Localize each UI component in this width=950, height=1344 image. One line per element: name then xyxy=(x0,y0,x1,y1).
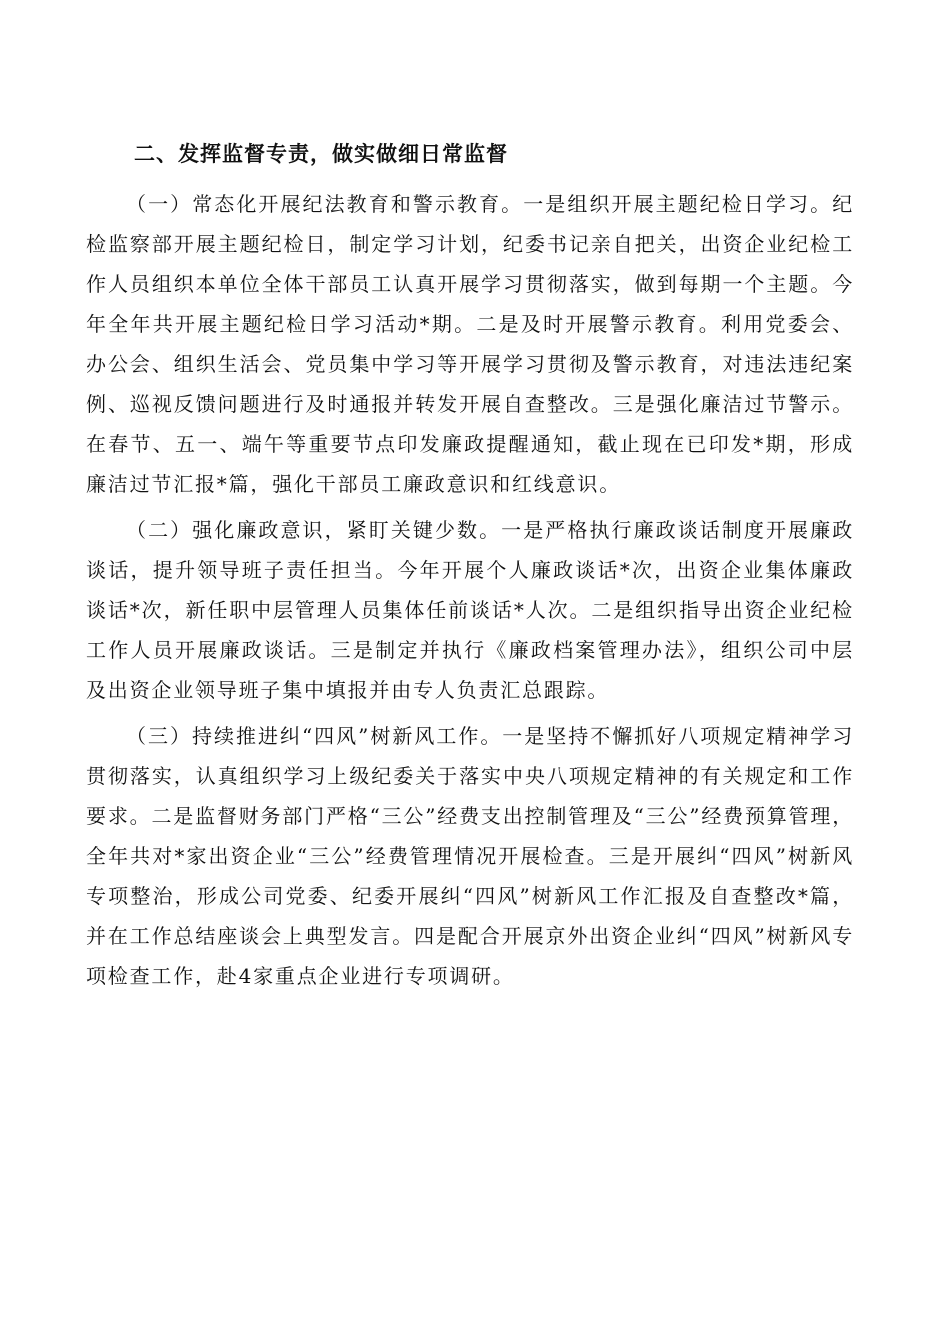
document-body xyxy=(86,134,854,996)
section-heading: 二、发挥监督专责，做实做细日常监督 xyxy=(134,141,508,166)
paragraph-integrity-talks: （二）强化廉政意识，紧盯关键少数。一是严格执行廉政谈话制度开展廉政谈话，提升领导班子责任担当。今年开展个人廉政谈话*次，出资企业集体廉政谈话*次，新任职中层管理人员集体任前谈话*人次。二是组织指导出资企业纪检工作人员开展廉政谈话。三是制定并执行《廉政档案管理办法》，组织公司中层及出资企业领导班子集中填报并由专人负责汇总跟踪。 xyxy=(86,518,854,702)
paragraph-education: （一）常态化开展纪法教育和警示教育。一是组织开展主题纪检日学习。纪检监察部开展主题纪检日，制定学习计划，纪委书记亲自把关，出资企业纪检工作人员组织本单位全体干部员工认真开展学习贯彻落实，做到每期一个主题。今年全年共开展主题纪检日学习活动*期。二是及时开展警示教育。利用党委会、办公会、组织生活会、党员集中学习等开展学习贯彻及警示教育，对违法违纪案例、巡视反馈问题进行及时通报并转发开展自查整改。三是强化廉洁过节警示。在春节、五一、端午等重要节点印发廉政提醒通知，截止现在已印发*期，形成廉洁过节汇报*篇，强化干部员工廉政意识和红线意识。 xyxy=(86,192,854,496)
paragraph-four-winds: （三）持续推进纠“四风”树新风工作。一是坚持不懈抓好八项规定精神学习贯彻落实，认真组织学习上级纪委关于落实中央八项规定精神的有关规定和工作要求。二是监督财务部门严格“三公”经费支出控制管理及“三公”经费预算管理，全年共对*家出资企业“三公”经费管理情况开展检查。三是开展纠“四风”树新风专项整治，形成公司党委、纪委开展纠“四风”树新风工作汇报及自查整改*篇，并在工作总结座谈会上典型发言。四是配合开展京外出资企业纠“四风”树新风专项检查工作，赴4家重点企业进行专项调研。 xyxy=(86,724,854,988)
